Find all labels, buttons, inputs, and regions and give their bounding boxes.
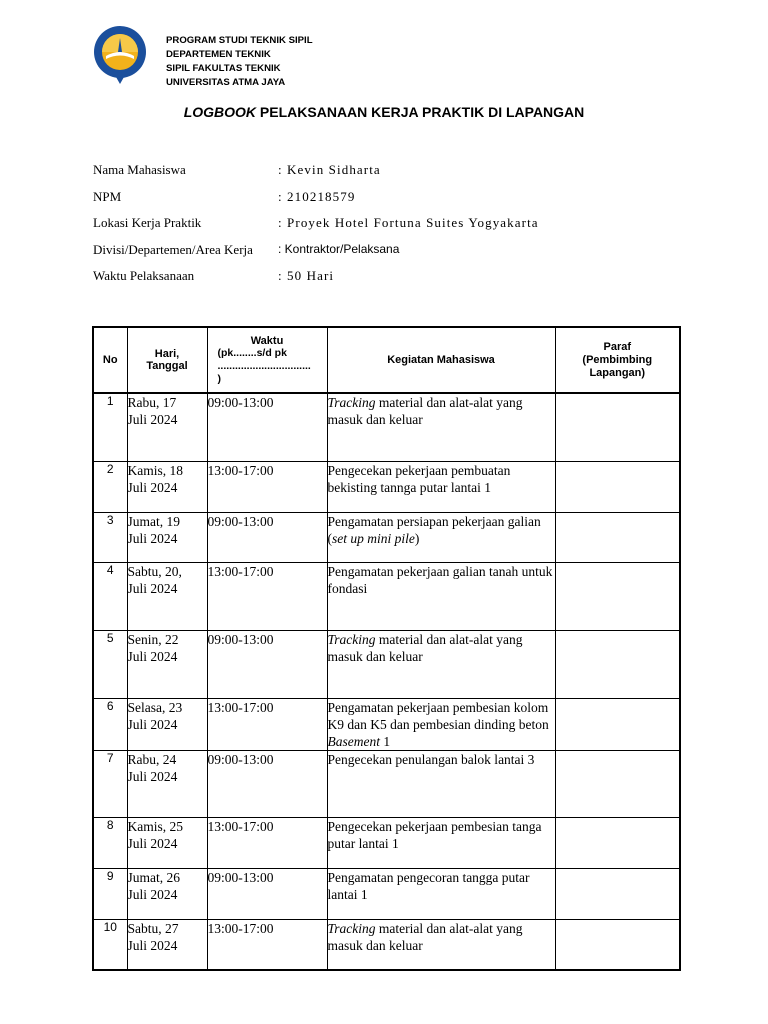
header-time-sub: (pk........s/d pk: [217, 346, 287, 359]
row-day: Kamis, 25: [127, 818, 183, 834]
title-text: PELAKSANAAN KERJA PRAKTIK DI LAPANGAN: [256, 104, 585, 120]
row-activity: [327, 817, 555, 868]
activity-text: Pengamatan pekerjaan galian tanah untuk fondasi: [327, 563, 553, 596]
row-activity: [327, 919, 555, 970]
institution-line: PROGRAM STUDI TEKNIK SIPIL: [166, 35, 313, 46]
row-date: [127, 817, 207, 868]
row-signature[interactable]: [555, 512, 680, 562]
row-time: 13:00-17:00: [207, 817, 327, 868]
row-time: 09:00-13:00: [207, 630, 327, 698]
table-row: [93, 461, 680, 512]
row-month-year: Juli 2024: [127, 716, 178, 732]
row-time: 13:00-17:00: [207, 698, 327, 750]
table-row: [93, 817, 680, 868]
activity-text: material dan alat-alat yang masuk dan keluar: [327, 920, 523, 953]
university-logo: [92, 26, 148, 88]
header-no: [93, 327, 127, 393]
row-time: 09:00-13:00: [207, 393, 327, 461]
row-number: 10: [93, 919, 127, 970]
table-row: [93, 630, 680, 698]
row-signature[interactable]: [555, 630, 680, 698]
row-time: 09:00-13:00: [207, 868, 327, 919]
row-activity: [327, 630, 555, 698]
activity-text: Pengamatan pengecoran tangga putar lantai 1: [327, 869, 530, 902]
table-row: [93, 393, 680, 461]
info-value: : Kontraktor/Pelaksana: [278, 241, 400, 256]
info-label: Nama Mahasiswa: [93, 162, 186, 177]
row-signature[interactable]: [555, 562, 680, 630]
header-time-label: Waktu: [250, 334, 284, 347]
row-number: 2: [93, 461, 127, 512]
row-time: 13:00-17:00: [207, 461, 327, 512]
activity-text: Pengecekan penulangan balok lantai 3: [327, 751, 535, 767]
row-month-year: Juli 2024: [127, 648, 178, 664]
header-signature: [555, 327, 680, 393]
row-activity: [327, 512, 555, 562]
info-label: Divisi/Departemen/Area Kerja: [93, 241, 253, 257]
table-row: [93, 512, 680, 562]
institution-line: DEPARTEMEN TEKNIK: [166, 49, 271, 60]
row-activity: [327, 461, 555, 512]
row-signature[interactable]: [555, 461, 680, 512]
activity-italic: set up mini pile: [332, 530, 415, 546]
row-date: [127, 393, 207, 461]
header-signature-line: (Pembimbing: [582, 353, 653, 366]
row-day: Rabu, 24: [127, 751, 177, 767]
row-number: 4: [93, 562, 127, 630]
table-row: [93, 868, 680, 919]
row-activity: [327, 393, 555, 461]
info-label: Lokasi Kerja Praktik: [93, 215, 202, 230]
row-day: Senin, 22: [127, 631, 179, 647]
row-number: 6: [93, 698, 127, 750]
table-row: [93, 698, 680, 750]
row-month-year: Juli 2024: [127, 835, 178, 851]
row-day: Jumat, 26: [127, 869, 180, 885]
row-date: [127, 868, 207, 919]
row-number: 7: [93, 750, 127, 817]
header-date-line: Tanggal: [146, 360, 188, 372]
activity-text: material dan alat-alat yang masuk dan keluar: [327, 631, 523, 664]
header-time-sub: ): [217, 372, 221, 385]
row-month-year: Juli 2024: [127, 530, 178, 546]
table-header-row: [93, 327, 680, 393]
row-time: 09:00-13:00: [207, 512, 327, 562]
document-title: [0, 104, 768, 120]
row-day: Jumat, 19: [127, 513, 180, 529]
row-signature[interactable]: [555, 393, 680, 461]
title-italic: LOGBOOK: [183, 104, 257, 120]
activity-italic: Tracking: [327, 395, 376, 410]
row-day: Selasa, 23: [127, 699, 183, 715]
row-date: [127, 461, 207, 512]
row-signature[interactable]: [555, 750, 680, 817]
activity-text: Pengecekan pekerjaan pembesian tanga putar lantai 1: [327, 818, 542, 851]
activity-text: Pengamatan pekerjaan pembesian kolom K9 dan K5 dan pembesian dinding beton: [327, 699, 549, 732]
header-time: [207, 327, 327, 393]
row-month-year: Juli 2024: [127, 886, 178, 902]
institution-line: UNIVERSITAS ATMA JAYA: [166, 77, 286, 88]
row-signature[interactable]: [555, 919, 680, 970]
activity-italic: Basement: [327, 733, 380, 749]
activity-text: Pengamatan persiapan pekerjaan galian (: [327, 513, 541, 546]
row-day: Kamis, 18: [127, 462, 183, 478]
row-activity: [327, 698, 555, 750]
activity-text: ): [414, 530, 420, 546]
info-value: : Proyek Hotel Fortuna Suites Yogyakarta: [278, 215, 539, 230]
row-date: [127, 750, 207, 817]
header-no-label: No: [102, 354, 118, 366]
institution-name: [166, 34, 396, 88]
row-number: 5: [93, 630, 127, 698]
header-date-line: Hari,: [154, 348, 180, 360]
row-date: [127, 698, 207, 750]
header-time-sub: ................................: [217, 359, 311, 372]
row-day: Sabtu, 27: [127, 920, 179, 936]
row-date: [127, 630, 207, 698]
row-signature[interactable]: [555, 817, 680, 868]
row-date: [127, 919, 207, 970]
row-time: 13:00-17:00: [207, 919, 327, 970]
info-value: : 210218579: [278, 188, 356, 204]
row-number: 8: [93, 817, 127, 868]
row-date: [127, 562, 207, 630]
table-row: [93, 919, 680, 970]
table-row: [93, 750, 680, 817]
table-row: [93, 562, 680, 630]
header-signature-line: Paraf: [603, 340, 632, 353]
info-value: : Kevin Sidharta: [278, 162, 381, 177]
row-date: [127, 512, 207, 562]
activity-italic: Tracking: [327, 631, 376, 647]
header-activity-label: Kegiatan Mahasiswa: [387, 354, 495, 366]
row-signature[interactable]: [555, 868, 680, 919]
row-number: 3: [93, 512, 127, 562]
row-month-year: Juli 2024: [127, 768, 178, 784]
document-header: [92, 26, 392, 88]
institution-line: SIPIL FAKULTAS TEKNIK: [166, 63, 281, 74]
row-activity: [327, 562, 555, 630]
row-month-year: Juli 2024: [127, 937, 178, 953]
table-body: [93, 393, 680, 970]
activity-text: 1: [379, 733, 391, 749]
header-signature-line: Lapangan): [589, 366, 646, 379]
activity-italic: Tracking: [327, 920, 376, 936]
row-time: 09:00-13:00: [207, 750, 327, 817]
row-month-year: Juli 2024: [127, 412, 178, 427]
row-activity: [327, 868, 555, 919]
activity-text: material dan alat-alat yang masuk dan keluar: [327, 395, 523, 427]
header-date: [127, 327, 207, 393]
row-activity: [327, 750, 555, 817]
row-time: 13:00-17:00: [207, 562, 327, 630]
info-value: : 50 Hari: [278, 268, 335, 283]
info-label: Waktu Pelaksanaan: [93, 268, 195, 283]
row-day: Rabu, 17: [127, 395, 177, 410]
info-label: NPM: [93, 188, 122, 204]
row-signature[interactable]: [555, 698, 680, 750]
activity-text: Pengecekan pekerjaan pembuatan bekisting tannga putar lantai 1: [327, 462, 511, 495]
row-number: 1: [93, 393, 127, 461]
row-month-year: Juli 2024: [127, 580, 178, 596]
logbook-table: [92, 326, 681, 971]
row-month-year: Juli 2024: [127, 479, 178, 495]
row-number: 9: [93, 868, 127, 919]
header-activity: [327, 327, 555, 393]
row-day: Sabtu, 20,: [127, 563, 182, 579]
